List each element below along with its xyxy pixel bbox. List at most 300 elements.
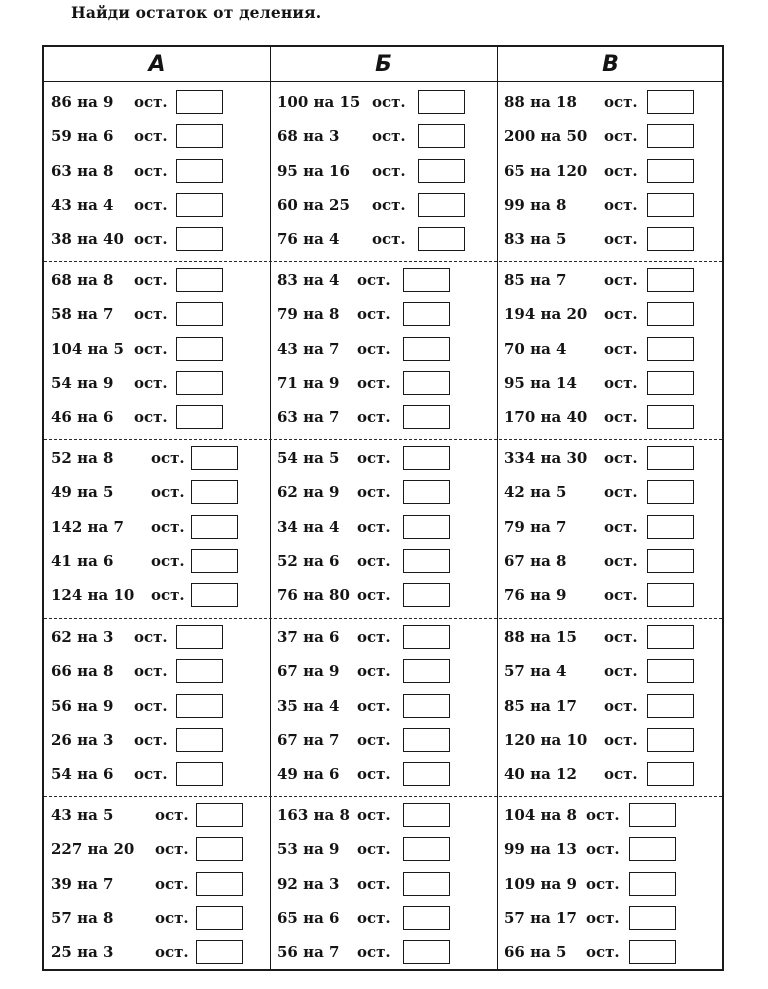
answer-box[interactable] [196,837,243,861]
division-expression: 66 на 8 [51,662,114,681]
remainder-label: ост. [604,339,638,358]
problem-row [51,757,266,791]
answer-box[interactable] [647,549,694,573]
remainder-label: ост. [604,696,638,715]
division-expression: 67 на 7 [277,730,340,749]
group-divider [44,261,722,262]
remainder-label: ост. [357,305,391,324]
remainder-label: ост. [604,93,638,111]
division-expression: 43 на 7 [277,339,340,358]
division-expression: 54 на 9 [51,373,114,392]
remainder-label: ост. [586,943,620,962]
division-expression: 76 на 4 [277,230,340,249]
answer-box[interactable] [403,480,450,504]
problem-row [504,578,719,612]
problem-row [504,441,719,475]
division-expression: 59 на 6 [51,127,114,146]
problem-row [277,441,492,475]
answer-box[interactable] [629,803,676,827]
answer-box[interactable] [647,90,694,114]
remainder-label: ост. [134,195,168,214]
answer-box[interactable] [191,549,238,573]
problem-row [504,85,719,119]
remainder-label: ост. [134,765,168,784]
group-divider [44,618,722,619]
problem-row [504,154,719,188]
answer-box[interactable] [403,583,450,607]
answer-box[interactable] [176,694,223,718]
group-divider [44,796,722,797]
answer-box[interactable] [418,159,465,183]
division-expression: 83 на 5 [504,230,567,249]
answer-box[interactable] [196,803,243,827]
division-expression: 71 на 9 [277,373,340,392]
answer-box[interactable] [418,124,465,148]
remainder-label: ост. [604,127,638,146]
division-expression: 54 на 6 [51,765,114,784]
answer-box[interactable] [403,446,450,470]
answer-box[interactable] [647,227,694,251]
remainder-label: ост. [604,662,638,681]
division-expression: 46 на 6 [51,408,114,427]
remainder-label: ост. [604,449,638,467]
remainder-label: ост. [134,127,168,146]
division-expression: 67 на 9 [277,662,340,681]
answer-box[interactable] [629,940,676,964]
problem-row [504,654,719,688]
division-expression: 35 на 4 [277,696,340,715]
division-expression: 38 на 40 [51,230,124,249]
remainder-label: ост. [357,517,391,536]
answer-box[interactable] [647,762,694,786]
answer-box[interactable] [191,446,238,470]
answer-box[interactable] [196,906,243,930]
division-expression: 200 на 50 [504,127,588,146]
answer-box[interactable] [403,515,450,539]
answer-box[interactable] [403,625,450,649]
remainder-label: ост. [134,662,168,681]
answer-box[interactable] [191,480,238,504]
problem-row [277,222,492,256]
problem-row [51,119,266,153]
division-expression: 100 на 15 [277,93,361,111]
answer-box[interactable] [629,872,676,896]
column-divider [497,47,498,969]
answer-box[interactable] [191,515,238,539]
remainder-label: ост. [134,230,168,249]
division-expression: 62 на 3 [51,628,114,646]
problem-row [277,366,492,400]
division-expression: 79 на 7 [504,517,567,536]
problem-row [504,867,719,901]
problem-row [51,544,266,578]
remainder-label: ост. [586,840,620,859]
problem-row [51,263,266,297]
division-expression: 37 на 6 [277,628,340,646]
problem-row [504,689,719,723]
division-expression: 53 на 9 [277,840,340,859]
division-expression: 67 на 8 [504,551,567,570]
page-title: Найди остаток от деления. [71,3,322,22]
problem-row [504,510,719,544]
problem-row [504,400,719,434]
column-header-b: Б [375,51,392,77]
remainder-label: ост. [155,874,189,893]
problem-row [277,689,492,723]
remainder-label: ост. [134,696,168,715]
column-header-v: В [602,51,619,77]
division-expression: 57 на 4 [504,662,567,681]
problem-row [51,689,266,723]
remainder-label: ост. [357,373,391,392]
answer-box[interactable] [403,837,450,861]
remainder-label: ост. [134,271,168,289]
answer-box[interactable] [403,268,450,292]
answer-box[interactable] [403,371,450,395]
problem-row [51,935,266,969]
division-expression: 99 на 13 [504,840,577,859]
problem-row [504,544,719,578]
answer-box[interactable] [403,940,450,964]
problem-row [51,578,266,612]
problem-row [277,263,492,297]
answer-box[interactable] [647,480,694,504]
division-expression: 57 на 8 [51,908,114,927]
remainder-label: ост. [357,874,391,893]
division-expression: 34 на 4 [277,517,340,536]
answer-box[interactable] [403,302,450,326]
answer-box[interactable] [647,268,694,292]
problem-row [277,620,492,654]
remainder-label: ост. [586,806,620,824]
remainder-label: ост. [357,662,391,681]
remainder-label: ост. [151,551,185,570]
division-expression: 142 на 7 [51,517,124,536]
remainder-label: ост. [604,765,638,784]
division-expression: 79 на 8 [277,305,340,324]
division-expression: 39 на 7 [51,874,114,893]
remainder-label: ост. [357,806,391,824]
answer-box[interactable] [403,659,450,683]
division-expression: 170 на 40 [504,408,588,427]
worksheet-table [42,45,724,971]
answer-box[interactable] [403,906,450,930]
problem-row [51,400,266,434]
remainder-label: ост. [134,628,168,646]
division-expression: 163 на 8 [277,806,350,824]
problem-row [51,297,266,331]
remainder-label: ост. [134,305,168,324]
answer-box[interactable] [418,227,465,251]
remainder-label: ост. [357,271,391,289]
division-expression: 104 на 8 [504,806,577,824]
division-expression: 86 на 9 [51,93,114,111]
answer-box[interactable] [403,405,450,429]
answer-box[interactable] [196,940,243,964]
problem-row [277,154,492,188]
problem-row [504,832,719,866]
division-expression: 63 на 8 [51,161,114,180]
problem-row [504,723,719,757]
problem-row [504,935,719,969]
header-divider [44,81,722,82]
division-expression: 92 на 3 [277,874,340,893]
answer-box[interactable] [647,694,694,718]
division-expression: 83 на 4 [277,271,340,289]
remainder-label: ост. [604,271,638,289]
remainder-label: ост. [372,93,406,111]
problem-row [51,332,266,366]
remainder-label: ост. [604,517,638,536]
division-expression: 25 на 3 [51,943,114,962]
division-expression: 52 на 6 [277,551,340,570]
problem-row [277,332,492,366]
problem-row [504,366,719,400]
answer-box[interactable] [647,446,694,470]
division-expression: 65 на 120 [504,161,588,180]
division-expression: 99 на 8 [504,195,567,214]
problem-row [51,867,266,901]
remainder-label: ост. [357,339,391,358]
remainder-label: ост. [604,628,638,646]
division-expression: 76 на 9 [504,586,567,605]
division-expression: 95 на 16 [277,161,350,180]
remainder-label: ост. [586,908,620,927]
division-expression: 43 на 4 [51,195,114,214]
remainder-label: ост. [604,373,638,392]
problem-row [504,263,719,297]
remainder-label: ост. [357,765,391,784]
group-divider [44,439,722,440]
answer-box[interactable] [403,694,450,718]
problem-row [277,85,492,119]
problem-row [277,510,492,544]
remainder-label: ост. [134,93,168,111]
column-divider [270,47,271,969]
remainder-label: ост. [372,127,406,146]
problem-row [51,366,266,400]
remainder-label: ост. [357,551,391,570]
answer-box[interactable] [176,337,223,361]
problem-row [277,544,492,578]
answer-box[interactable] [647,159,694,183]
division-expression: 120 на 10 [504,730,588,749]
division-expression: 52 на 8 [51,449,114,467]
division-expression: 88 на 18 [504,93,577,111]
answer-box[interactable] [418,193,465,217]
remainder-label: ост. [604,408,638,427]
problem-row [51,188,266,222]
answer-box[interactable] [647,659,694,683]
problem-row [504,901,719,935]
problem-row [277,475,492,509]
division-expression: 109 на 9 [504,874,577,893]
problem-row [51,154,266,188]
problem-row [277,832,492,866]
remainder-label: ост. [604,161,638,180]
division-expression: 60 на 25 [277,195,350,214]
remainder-label: ост. [134,161,168,180]
answer-box[interactable] [176,762,223,786]
remainder-label: ост. [134,730,168,749]
division-expression: 56 на 7 [277,943,340,962]
division-expression: 57 на 17 [504,908,577,927]
problem-row [277,578,492,612]
problem-row [504,620,719,654]
division-expression: 26 на 3 [51,730,114,749]
problem-row [51,901,266,935]
remainder-label: ост. [357,840,391,859]
problem-row [277,798,492,832]
problem-row [277,400,492,434]
problem-row [504,475,719,509]
answer-box[interactable] [647,337,694,361]
answer-box[interactable] [176,659,223,683]
problem-row [504,332,719,366]
problem-row [51,85,266,119]
remainder-label: ост. [155,943,189,962]
answer-box[interactable] [418,90,465,114]
answer-box[interactable] [629,906,676,930]
problem-row [277,757,492,791]
problem-row [51,798,266,832]
division-expression: 40 на 12 [504,765,577,784]
remainder-label: ост. [604,483,638,502]
answer-box[interactable] [647,302,694,326]
answer-box[interactable] [647,625,694,649]
answer-box[interactable] [647,371,694,395]
division-expression: 95 на 14 [504,373,577,392]
answer-box[interactable] [403,872,450,896]
answer-box[interactable] [647,515,694,539]
remainder-label: ост. [357,628,391,646]
division-expression: 194 на 20 [504,305,588,324]
problem-row [504,222,719,256]
problem-row [504,297,719,331]
remainder-label: ост. [357,943,391,962]
answer-box[interactable] [176,159,223,183]
remainder-label: ост. [151,586,185,605]
problem-row [51,510,266,544]
answer-box[interactable] [403,728,450,752]
answer-box[interactable] [176,302,223,326]
remainder-label: ост. [155,806,189,824]
column-header-a: А [148,51,166,77]
answer-box[interactable] [647,405,694,429]
division-expression: 227 на 20 [51,840,135,859]
remainder-label: ост. [134,373,168,392]
answer-box[interactable] [647,728,694,752]
answer-box[interactable] [647,124,694,148]
remainder-label: ост. [155,908,189,927]
remainder-label: ост. [357,408,391,427]
problem-row [277,867,492,901]
division-expression: 42 на 5 [504,483,567,502]
remainder-label: ост. [357,730,391,749]
remainder-label: ост. [134,339,168,358]
problem-row [277,901,492,935]
remainder-label: ост. [357,449,391,467]
division-expression: 70 на 4 [504,339,567,358]
problem-row [51,723,266,757]
problem-row [277,654,492,688]
answer-box[interactable] [176,90,223,114]
problem-row [51,222,266,256]
problem-row [504,188,719,222]
division-expression: 43 на 5 [51,806,114,824]
answer-box[interactable] [176,728,223,752]
problem-row [51,441,266,475]
answer-box[interactable] [176,625,223,649]
answer-box[interactable] [176,227,223,251]
answer-box[interactable] [629,837,676,861]
answer-box[interactable] [403,762,450,786]
division-expression: 58 на 7 [51,305,114,324]
answer-box[interactable] [176,124,223,148]
answer-box[interactable] [403,549,450,573]
division-expression: 56 на 9 [51,696,114,715]
remainder-label: ост. [151,517,185,536]
problem-row [277,723,492,757]
remainder-label: ост. [604,305,638,324]
division-expression: 334 на 30 [504,449,588,467]
answer-box[interactable] [176,193,223,217]
remainder-label: ост. [372,195,406,214]
remainder-label: ост. [372,230,406,249]
answer-box[interactable] [191,583,238,607]
answer-box[interactable] [176,371,223,395]
division-expression: 54 на 5 [277,449,340,467]
answer-box[interactable] [176,405,223,429]
answer-box[interactable] [196,872,243,896]
remainder-label: ост. [151,449,185,467]
problem-row [504,757,719,791]
division-expression: 124 на 10 [51,586,135,605]
remainder-label: ост. [357,696,391,715]
remainder-label: ост. [357,483,391,502]
problem-row [277,119,492,153]
division-expression: 65 на 6 [277,908,340,927]
division-expression: 49 на 6 [277,765,340,784]
remainder-label: ост. [134,408,168,427]
division-expression: 76 на 80 [277,586,350,605]
answer-box[interactable] [647,193,694,217]
problem-row [504,798,719,832]
division-expression: 85 на 17 [504,696,577,715]
division-expression: 88 на 15 [504,628,577,646]
remainder-label: ост. [151,483,185,502]
remainder-label: ост. [604,195,638,214]
division-expression: 41 на 6 [51,551,114,570]
division-expression: 62 на 9 [277,483,340,502]
problem-row [504,119,719,153]
division-expression: 66 на 5 [504,943,567,962]
answer-box[interactable] [176,268,223,292]
remainder-label: ост. [372,161,406,180]
answer-box[interactable] [647,583,694,607]
division-expression: 63 на 7 [277,408,340,427]
remainder-label: ост. [604,730,638,749]
remainder-label: ост. [357,586,391,605]
answer-box[interactable] [403,337,450,361]
answer-box[interactable] [403,803,450,827]
problem-row [51,475,266,509]
problem-row [51,620,266,654]
problem-row [51,654,266,688]
problem-row [277,935,492,969]
problem-row [51,832,266,866]
division-expression: 68 на 3 [277,127,340,146]
